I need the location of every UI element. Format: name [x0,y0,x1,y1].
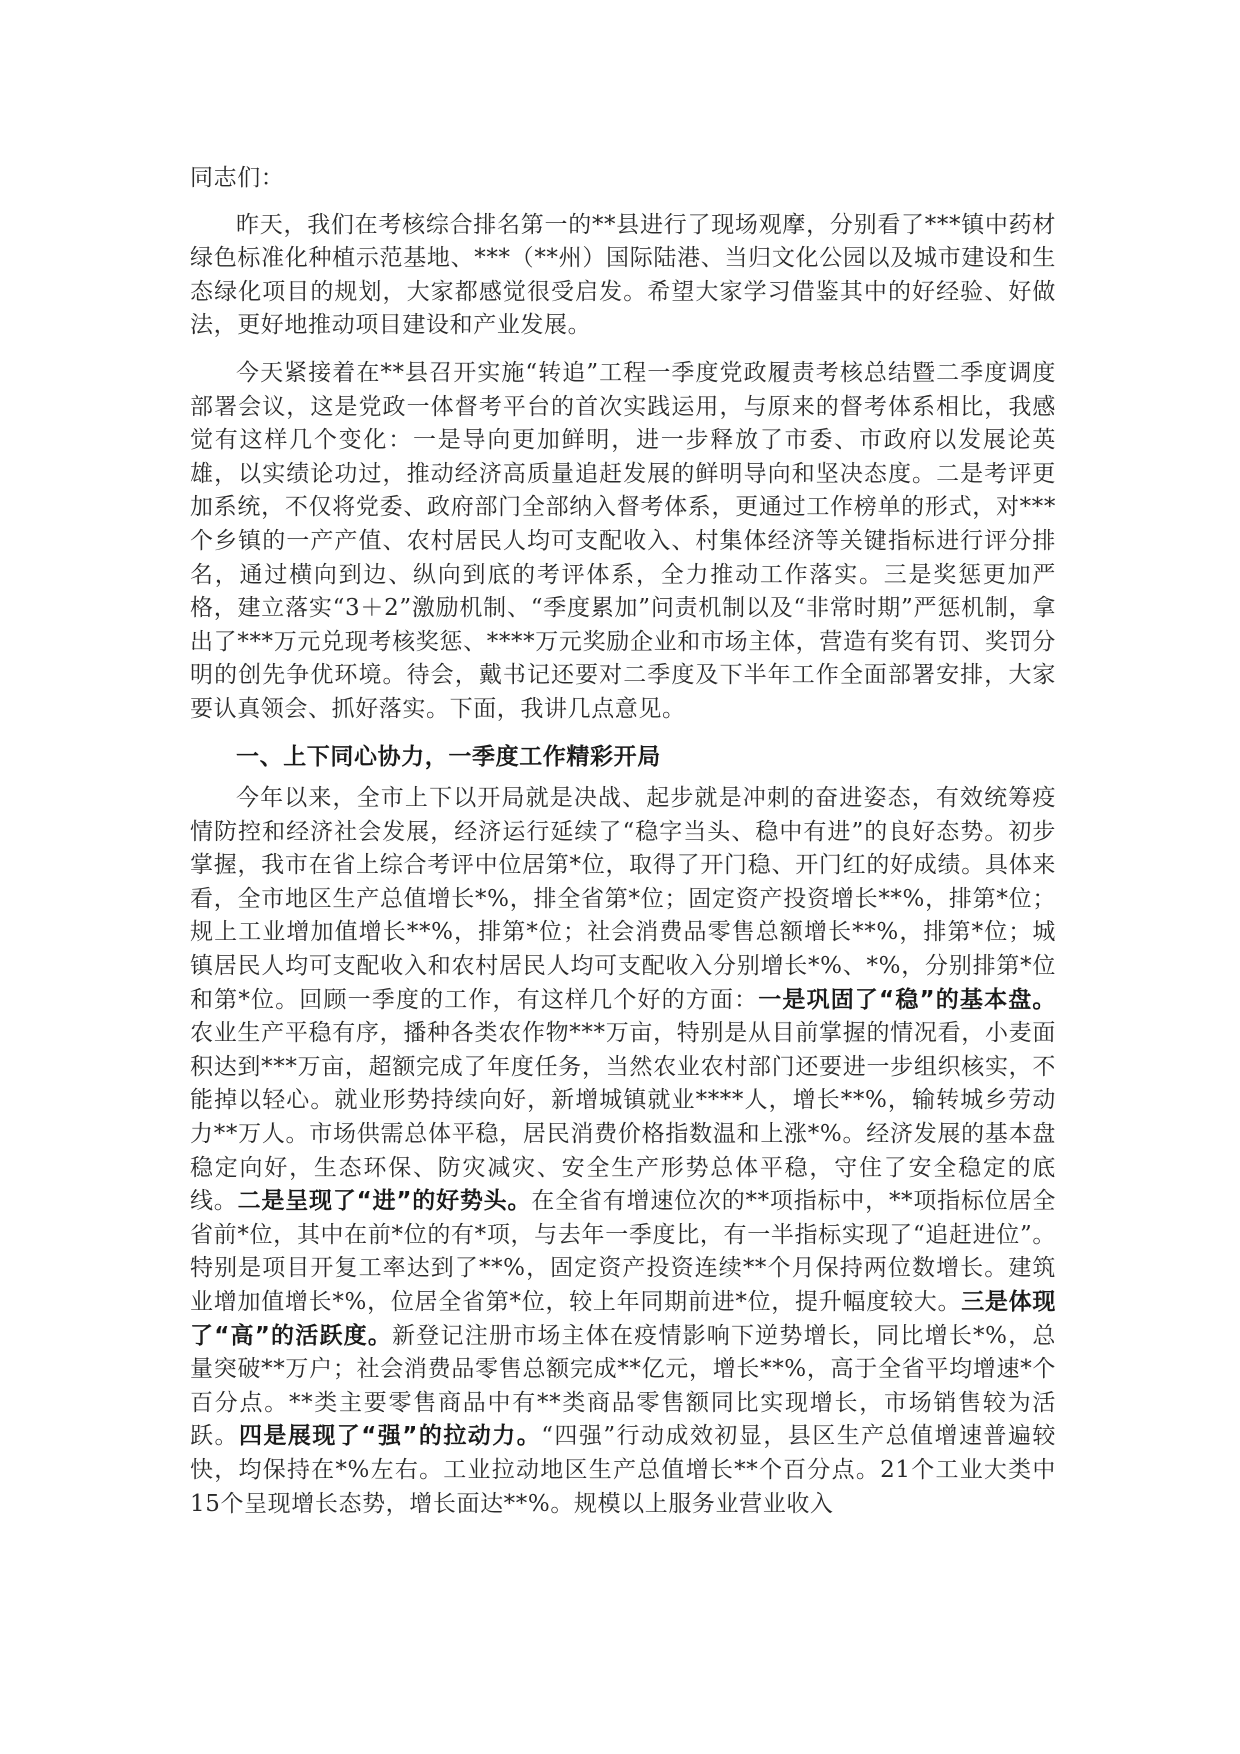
salutation: 同志们： [190,165,285,191]
bold-point-activity: 三是体现了“高”的活跃度。 [190,1289,1056,1349]
bold-point-stable: 一是巩固了“稳”的基本盘。 [758,986,1056,1013]
text-segment: 新登记注册市场主体在疫情影响下逆势增长，同比增长*%，总量突破**万户；社会消费品零售总额完成**亿元，增长**%，高于全省平均增速*个百分点。**类主要零售商品中有**类商品零售额同比实现增长，市场销售较为活跃。 [190,1322,1056,1450]
paragraph-site-visit: 昨天，我们在考核综合排名第一的**县进行了现场观摩，分别看了***镇中药材绿色标准化种植示范基地、***（**州）国际陆港、当归文化公园以及城市建设和生态绿化项目的规划，大家都感觉很受启发。希望大家学习借鉴其中的好经验、好做法，更好地推动项目建设和产业发展。 [190,211,1056,339]
paragraph-q1-review [190,782,1056,1521]
bold-point-progress: 二是呈现了“进”的好势头。 [237,1188,532,1215]
text-segment: 在全省有增速位次的**项指标中，**项指标位居全省前*位，其中在前*位的有*项，与去年一季度比，有一半指标实现了“追赶进位”。特别是项目开复工率达到了**%，固定资产投资连续**个月保持两位数增长。建筑业增加值增长*%，位居全省第*位，较上年同期前进*位，提升幅度较大。 [190,1188,1056,1315]
text-segment: 今年以来，全市上下以开局就是决战、起步就是冲刺的奋进姿态，有效统筹疫情防控和经济社会发展，经济运行延续了“稳字当头、稳中有进”的良好态势。初步掌握，我市在省上综合考评中位居第*位，取得了开门稳、开门红的好成绩。具体来看，全市地区生产总值增长*%，排全省第*位；固定资产投资增长**%，排第*位；规上工业增加值增长**%，排第*位；社会消费品零售总额增长**%，排第*位；城镇居民人均可支配收入和农村居民人均可支配收入分别增长*%、*%，分别排第*位和第*位。回顾一季度的工作，有这样几个好的方面： [190,785,1056,1013]
document-page [190,162,1056,1535]
text-segment: “四强”行动成效初显，县区生产总值增速普遍较快，均保持在*%左右。工业拉动地区生产总值增长**个百分点。21个工业大类中15个呈现增长态势，增长面达**%。规模以上服务业营业收入 [190,1423,1057,1517]
section-heading-1: 一、上下同心协力，一季度工作精彩开局 [236,743,661,770]
text-segment: 农业生产平稳有序，播种各类农作物***万亩，特别是从目前掌握的情况看，小麦面积达到***万亩，超额完成了年度任务，当然农业农村部门还要进一步组织核实，不能掉以轻心。就业形势持续向好，新增城镇就业****人，增长**%，输转城乡劳动力**万人。市场供需总体平稳，居民消费价格指数温和上涨*%。经济发展的基本盘稳定向好，生态环保、防灾减灾、安全生产形势总体平稳，守住了安全稳定的底线。 [190,1020,1056,1215]
paragraph-meeting-changes: 今天紧接着在**县召开实施“转追”工程一季度党政履责考核总结暨二季度调度部署会议，这是党政一体督考平台的首次实践运用，与原来的督考体系相比，我感觉有这样几个变化：一是导向更加鲜明，进一步释放了市委、市政府以发展论英雄，以实绩论功过，推动经济高质量追赶发展的鲜明导向和坚决态度。二是考评更加系统，不仅将党委、政府部门全部纳入督考体系，更通过工作榜单的形式，对***个乡镇的一产产值、农村居民人均可支配收入、村集体经济等关键指标进行评分排名，通过横向到边、纵向到底的考评体系，全力推动工作落实。三是奖惩更加严格，建立落实“3＋2”激励机制、“季度累加”问责机制以及“非常时期”严惩机制，拿出了***万元兑现考核奖惩、****万元奖励企业和市场主体，营造有奖有罚、奖罚分明的创先争优环境。待会，戴书记还要对二季度及下半年工作全面部署安排，大家要认真领会、抓好落实。下面，我讲几点意见。 [190,359,1056,722]
bold-point-strength: 四是展现了“强”的拉动力。 [238,1423,542,1450]
